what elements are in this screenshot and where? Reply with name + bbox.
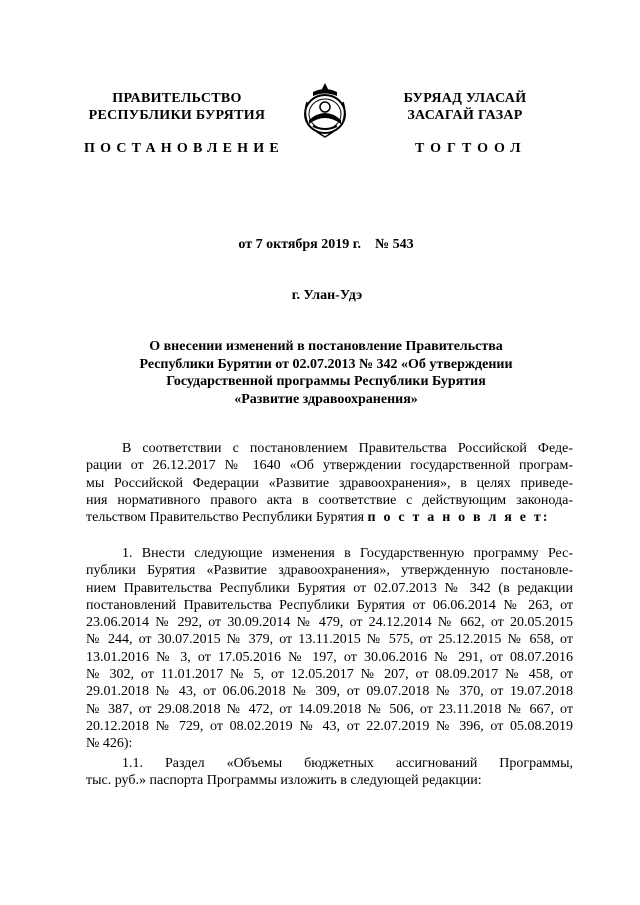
header-right bbox=[385, 90, 545, 124]
header-right-line1: БУРЯАД УЛАСАЙ bbox=[403, 91, 527, 106]
paragraph-item-1 bbox=[86, 545, 573, 753]
text-line: рации от 26.12.2017 № 1640 «Об утверждении государственной програм- bbox=[86, 458, 573, 474]
text-line: 1.1. Раздел «Объемы бюджетных ассигнований Программы, bbox=[122, 756, 573, 771]
document-date: от 7 октября 2019 г. bbox=[238, 237, 362, 252]
text-line-with-decree bbox=[86, 509, 573, 526]
title-line: Государственной программы Республики Бурятия bbox=[166, 374, 486, 389]
paragraph-item-1-1 bbox=[86, 755, 573, 790]
document-number: № 543 bbox=[375, 237, 414, 252]
header-left bbox=[82, 90, 272, 124]
text-line: тыс. руб.» паспорта Программы изложить в следующей редакции: bbox=[86, 773, 482, 789]
document-title bbox=[100, 338, 552, 408]
text-line: № 302, от 11.01.2017 № 5, от 12.05.2017 № 207, от 08.09.2017 № 458, от bbox=[86, 667, 573, 683]
text-line: 13.01.2016 № 3, от 17.05.2016 № 197, от 30.06.2016 № 291, от 08.07.2016 bbox=[86, 649, 573, 665]
text-line: В соответствии с постановлением Правительства Российской Феде- bbox=[122, 441, 573, 456]
text-line: 23.06.2014 № 292, от 30.09.2014 № 479, от 24.12.2014 № 662, от 20.05.2015 bbox=[86, 615, 573, 631]
text-line: 20.12.2018 № 729, от 08.02.2019 № 43, от 22.07.2019 № 396, от 05.08.2019 bbox=[86, 718, 573, 734]
title-line: «Развитие здравоохранения» bbox=[234, 391, 418, 407]
text-line: мы Российской Федерации «Развитие здравоохранения», в целях приведе- bbox=[86, 475, 573, 491]
text-line: публики Бурятия «Развитие здравоохранения», утвержденную постановле- bbox=[86, 563, 573, 579]
text-line: 29.01.2018 № 43, от 06.06.2018 № 309, от 09.07.2018 № 370, от 19.07.2018 bbox=[86, 684, 573, 700]
doc-type-right: ТОГТООЛ bbox=[415, 141, 527, 156]
text-line: 1. Внести следующие изменения в Государственную программу Рес- bbox=[122, 546, 573, 561]
title-line: О внесении изменений в постановление Правительства bbox=[149, 339, 503, 354]
header-right-line2: ЗАСАГАЙ ГАЗАР bbox=[407, 108, 523, 123]
title-line: Республики Бурятии от 02.07.2013 № 342 «Об утверждении bbox=[139, 356, 513, 372]
text-line: нием Правительства Республики Бурятия от 02.07.2013 № 342 (в редакции bbox=[86, 580, 573, 596]
text-line: № 244, от 30.07.2015 № 379, от 13.11.2015 № 575, от 25.12.2015 № 658, от bbox=[86, 632, 573, 648]
text-line: № 426): bbox=[86, 736, 133, 752]
decree-word: п о с т а н о в л я е т: bbox=[367, 510, 550, 526]
document-city: г. Улан-Удэ bbox=[291, 288, 363, 303]
header-left-line2: РЕСПУБЛИКИ БУРЯТИЯ bbox=[88, 108, 266, 123]
text-line: тельством Правительство Республики Бурятия bbox=[86, 510, 365, 526]
text-line: ния нормативного правого акта в соответствие с действующим законода- bbox=[86, 492, 573, 508]
text-line: постановлений Правительства Республики Бурятия от 06.06.2014 № 263, от bbox=[86, 597, 573, 613]
buryatia-coat-of-arms-icon bbox=[299, 80, 351, 140]
header-left-line1: ПРАВИТЕЛЬСТВО bbox=[112, 91, 242, 106]
paragraph-preamble bbox=[86, 440, 573, 526]
text-line: № 387, от 29.08.2018 № 472, от 14.09.2018 № 506, от 23.11.2018 № 667, от bbox=[86, 701, 573, 717]
doc-type-left: ПОСТАНОВЛЕНИЕ bbox=[84, 141, 284, 156]
document-date-line bbox=[0, 237, 640, 253]
